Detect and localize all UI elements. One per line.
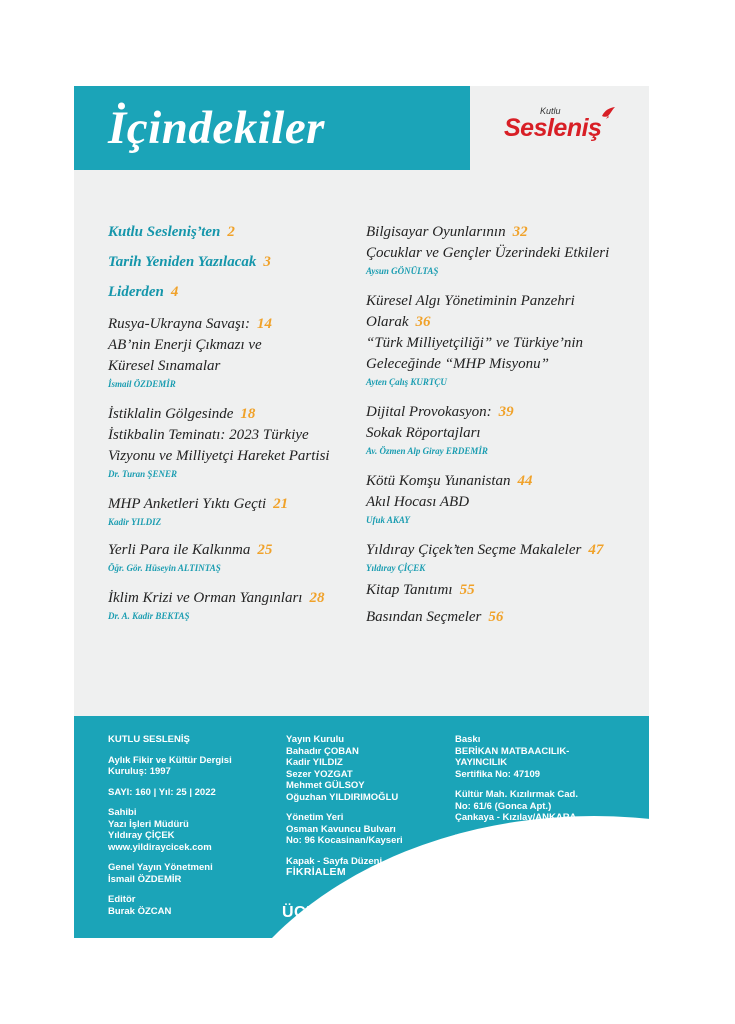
toc-title-text: Yıldıray Çiçek’ten Seçme Makaleler <box>366 542 582 558</box>
footer-imprint <box>74 716 649 938</box>
toc-title-text: Akıl Hocası ABD <box>366 494 470 510</box>
toc-page-number: 44 <box>517 473 533 489</box>
toc-entry <box>366 471 636 526</box>
magazine-name: KUTLU SESLENİŞ <box>108 734 190 745</box>
toc-entry-title <box>108 588 358 609</box>
owner-name: Yıldıray ÇİÇEK <box>108 830 175 841</box>
toc-author: Kadir YILDIZ <box>108 517 162 527</box>
toc-page-number: 47 <box>588 542 604 558</box>
print-line: Sertifika No: 47109 <box>455 768 541 780</box>
phone: Tel: (0312) 232 62 18 <box>455 832 547 844</box>
design-label: Kapak - Sayfa Düzeni <box>286 855 383 867</box>
toc-entry-title <box>108 314 358 335</box>
place-line: No: 96 Kocasinan/Kayseri <box>286 835 403 846</box>
toc-entry-title <box>108 335 358 356</box>
toc-title-text: İstiklalin Gölgesinde <box>108 406 234 422</box>
owner-label: Sahibi <box>108 807 137 818</box>
toc-title-text: Kutlu Sesleniş’ten <box>108 224 221 240</box>
issue-info: SAYI: 160 | Yıl: 25 | 2022 <box>108 786 216 798</box>
toc-author: Yıldıray ÇİÇEK <box>366 563 426 573</box>
toc-page-number: 4 <box>170 284 179 300</box>
toc-title-text: Liderden <box>108 284 164 300</box>
toc-entry-title <box>108 540 358 561</box>
imprint-column-1 <box>108 734 278 917</box>
toc-entry <box>108 252 358 273</box>
toc-title-text: Çocuklar ve Gençler Üzerindeki Etkileri <box>366 245 610 261</box>
toc-entry <box>108 314 358 390</box>
toc-title-text: Kitap Tanıtımı <box>366 582 453 598</box>
toc-entry <box>366 291 636 388</box>
toc-title-text: Kötü Komşu Yunanistan <box>366 473 511 489</box>
print-line: BERİKAN MATBAACILIK- <box>455 745 570 757</box>
toc-page-number: 25 <box>257 542 273 558</box>
bird-icon <box>600 104 618 120</box>
editor-label: Yazı İşleri Müdürü <box>108 818 189 830</box>
place-line: Osman Kavuncu Bulvarı <box>286 823 396 835</box>
toc-title-text: MHP Anketleri Yıktı Geçti <box>108 496 267 512</box>
toc-entry-title <box>108 425 358 446</box>
toc-title-text: AB’nin Enerji Çıkmazı ve <box>108 337 262 353</box>
toc-author: Dr. Turan ŞENER <box>108 469 177 479</box>
toc-left-column <box>108 222 358 622</box>
toc-entry <box>108 282 358 303</box>
toc-author: Av. Özmen Alp Giray ERDEMİR <box>366 446 488 456</box>
print-line: YAYINCILIK <box>455 757 508 768</box>
toc-entry-title <box>366 354 636 375</box>
note-line: Yayınlanan yazıların sorumluluğu <box>455 864 590 875</box>
founded: Kuruluş: 1997 <box>108 766 171 777</box>
imprint-column-3 <box>455 734 635 915</box>
toc-entry-title <box>366 402 636 423</box>
toc-page-number: 18 <box>240 406 256 422</box>
note-line: edilmez. İsim zikredilmeden <box>455 894 567 905</box>
board-member: Bahadır ÇOBAN <box>286 745 359 757</box>
toc-page-number: 56 <box>488 609 504 625</box>
note-line: yayımlansın, yayımlanmasın iade <box>455 884 589 895</box>
free-label: ÜCRETSİZDİR <box>282 904 396 921</box>
toc-title-text: Yerli Para ile Kalkınma <box>108 542 251 558</box>
toc-entry <box>366 607 636 628</box>
toc-title-text: Vizyonu ve Milliyetçi Hareket Partisi <box>108 448 330 464</box>
toc-author: Öğr. Gör. Hüseyin ALTINTAŞ <box>108 563 221 573</box>
toc-entry <box>366 402 636 457</box>
toc-title-text: Bilgisayar Oyunlarının <box>366 224 506 240</box>
toc-page-number: 28 <box>309 590 325 606</box>
toc-entry <box>108 404 358 480</box>
toc-entry <box>366 580 636 601</box>
magazine-desc: Aylık Fikir ve Kültür Dergisi <box>108 754 232 766</box>
toc-entry-title <box>108 446 358 467</box>
toc-page-number: 36 <box>415 314 431 330</box>
toc-page-number: 39 <box>498 404 514 420</box>
toc-entry <box>108 222 358 243</box>
toc-entry-title <box>366 423 636 444</box>
board-member: Oğuzhan YILDIRIMOĞLU <box>286 791 399 803</box>
toc-title-text: “Türk Milliyetçiliği” ve Türkiye’nin <box>366 335 584 351</box>
toc-author: Ayten Çalış KURTÇU <box>366 377 447 387</box>
toc-title-text: Küresel Sınamalar <box>108 358 221 374</box>
place-label: Yönetim Yeri <box>286 812 344 823</box>
board-member: Sezer YOZGAT <box>286 768 353 780</box>
toc-page-number: 21 <box>273 496 289 512</box>
toc-title-text: Rusya-Ukrayna Savaşı: <box>108 316 251 332</box>
board-member: Kadir YILDIZ <box>286 757 343 768</box>
logo-main-text: Sesleniş <box>504 114 602 142</box>
gm-label: Genel Yayın Yönetmeni <box>108 862 213 873</box>
board-member: Mehmet GÜLSOY <box>286 780 365 791</box>
page-title: İçindekiler <box>108 102 325 154</box>
toc-entry-title <box>366 333 636 354</box>
toc-entry-title <box>108 404 358 425</box>
toc-entry <box>366 540 636 574</box>
website: www.yildiraycicek.com <box>108 841 212 853</box>
address-line: Çankaya - Kızılay/ANKARA <box>455 812 577 823</box>
toc-entry-title <box>366 580 636 601</box>
toc-title-text: İklim Krizi ve Orman Yangınları <box>108 590 303 606</box>
toc-title-text: Sokak Röportajları <box>366 425 481 441</box>
toc-entry-title <box>366 222 636 243</box>
toc-entry-title <box>366 607 636 628</box>
note-line: iktibas yapılmaz. <box>455 904 523 915</box>
ed-label: Editör <box>108 894 136 905</box>
toc-page-number: 32 <box>512 224 528 240</box>
toc-entry-title <box>366 492 636 513</box>
toc-title-text: Tarih Yeniden Yazılacak <box>108 254 257 270</box>
toc-entry-title <box>108 282 358 303</box>
address-line: No: 61/6 (Gonca Apt.) <box>455 800 552 812</box>
toc-title-text: Geleceğinde “MHP Misyonu” <box>366 356 550 372</box>
toc-author: Aysun GÖNÜLTAŞ <box>366 266 439 276</box>
imprint-column-2 <box>286 734 446 879</box>
toc-entry-title <box>366 243 636 264</box>
toc-entry-title <box>366 471 636 492</box>
toc-entry-title <box>366 291 636 333</box>
toc-page-number: 55 <box>459 582 475 598</box>
toc-title-text: Küresel Algı Yönetiminin Panzehri Olarak <box>366 293 575 330</box>
toc-entry-title <box>108 222 358 243</box>
board-label: Yayın Kurulu <box>286 734 345 745</box>
toc-title-text: İstikbalin Teminatı: 2023 Türkiye <box>108 427 309 443</box>
toc-entry-title <box>108 356 358 377</box>
toc-entry-title <box>108 494 358 515</box>
toc-title-text: Dijital Provokasyon: <box>366 404 492 420</box>
logo-small-text: Kutlu <box>540 106 561 116</box>
design-name: FİKRİALEM <box>286 866 346 878</box>
toc-author: Dr. A. Kadir BEKTAŞ <box>108 611 190 621</box>
address-line: Kültür Mah. Kızılırmak Cad. <box>455 789 578 800</box>
toc-entry-title <box>108 252 358 273</box>
toc-page-number: 2 <box>227 224 235 240</box>
magazine-logo <box>504 104 624 152</box>
print-label: Baskı <box>455 734 481 745</box>
toc-page-number: 3 <box>263 254 271 270</box>
toc-page-number: 14 <box>257 316 273 332</box>
gm-name: İsmail ÖZDEMİR <box>108 873 182 885</box>
toc-entry <box>366 222 636 277</box>
toc-author: İsmail ÖZDEMİR <box>108 379 176 389</box>
ed-name: Burak ÖZCAN <box>108 905 172 917</box>
toc-entry-title <box>366 540 636 561</box>
note-line: yazarlara aittir. Gönderilen yazılar <box>455 874 591 885</box>
toc-entry <box>108 494 358 528</box>
fax: Faks: (0312) 232 14 99 <box>455 844 555 855</box>
toc-author: Ufuk AKAY <box>366 515 410 525</box>
toc-entry <box>108 540 358 574</box>
toc-title-text: Basından Seçmeler <box>366 609 482 625</box>
toc-right-column <box>366 222 636 628</box>
toc-entry <box>108 588 358 622</box>
